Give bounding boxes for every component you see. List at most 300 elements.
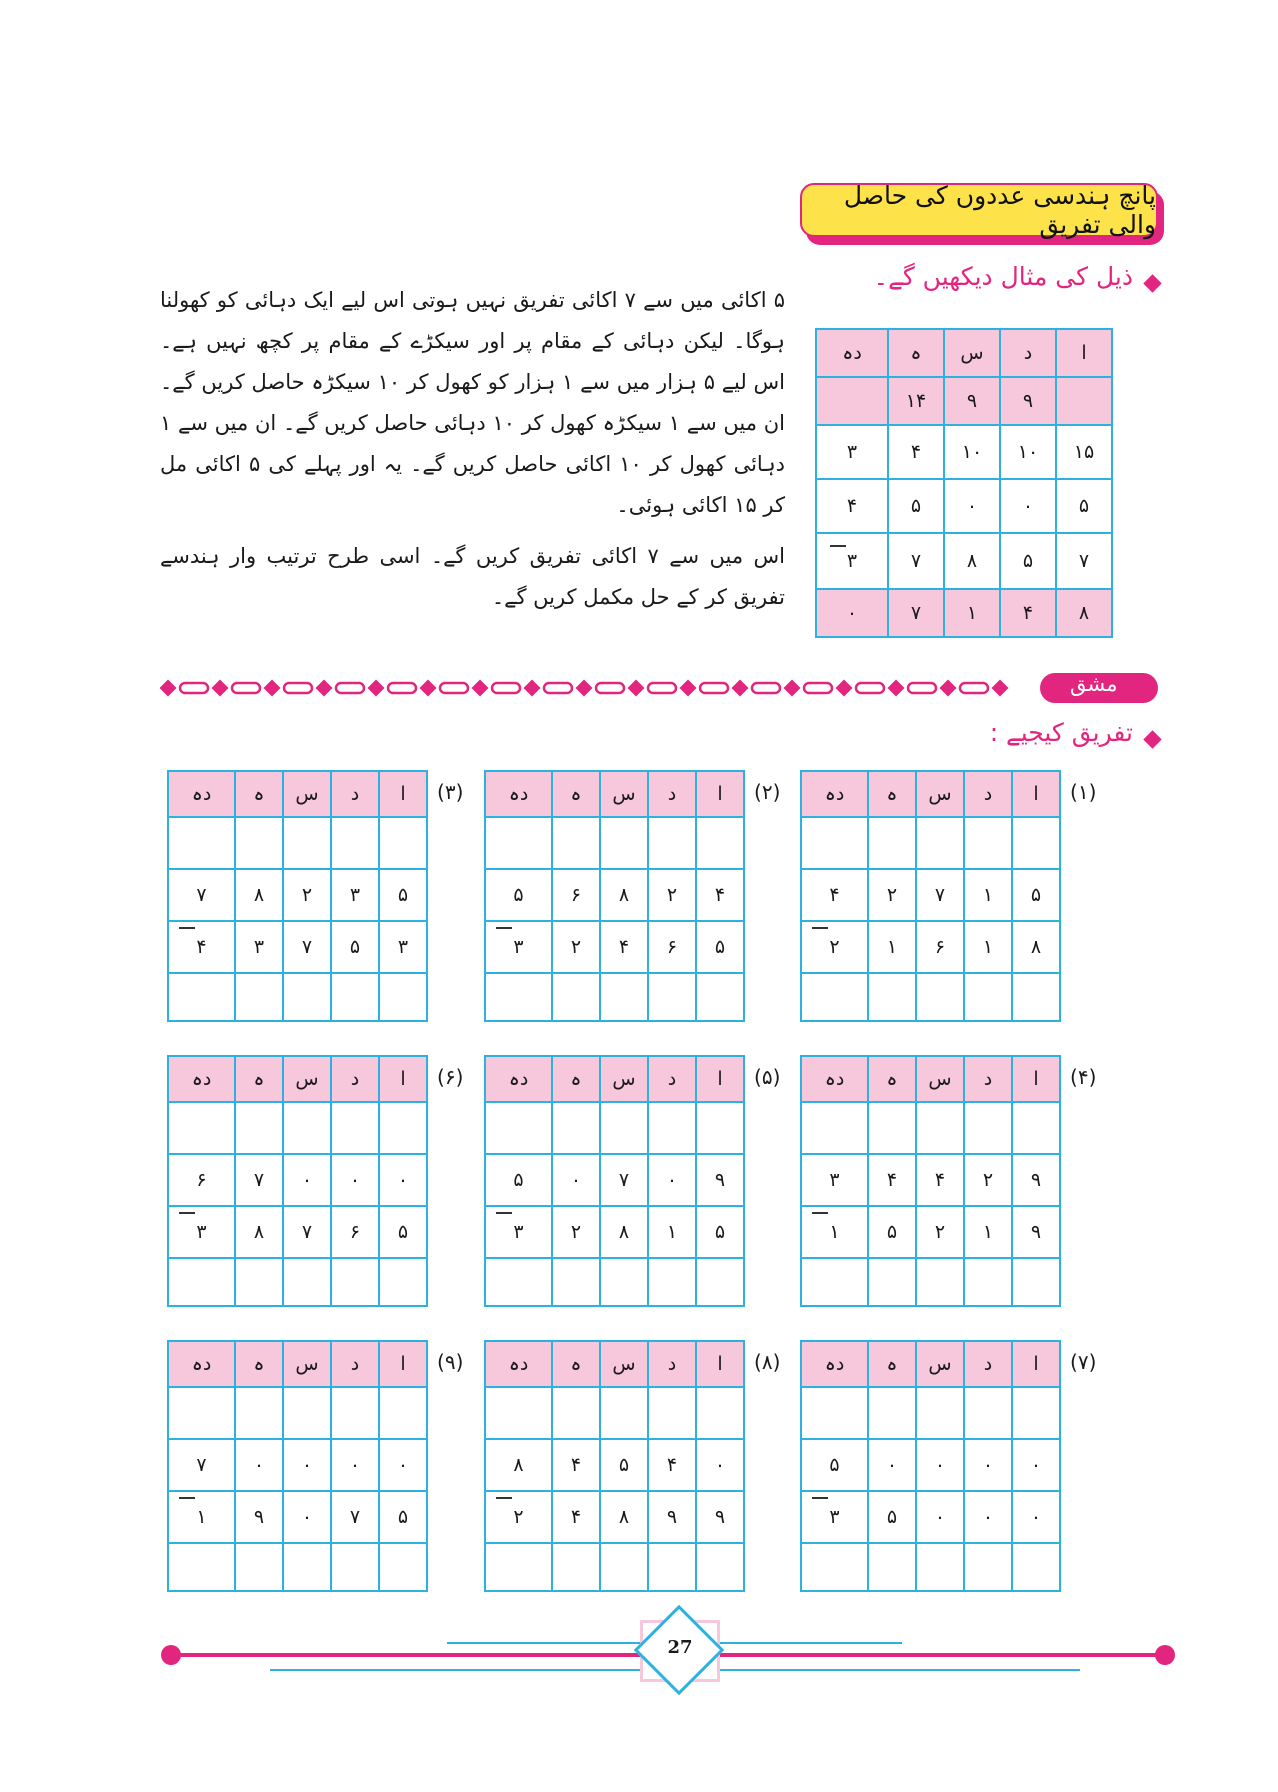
answer-cell[interactable] bbox=[379, 1102, 427, 1154]
answer-cell[interactable] bbox=[801, 1387, 868, 1439]
example-table-cell: ۴ bbox=[1000, 589, 1056, 637]
digit-cell: ۸ bbox=[235, 1206, 283, 1258]
answer-cell[interactable] bbox=[868, 817, 916, 869]
exercise-number: (۴) bbox=[1070, 1065, 1097, 1089]
exercise-header-row bbox=[801, 771, 1060, 817]
exercise-table bbox=[484, 1340, 745, 1592]
digit-cell: ہ bbox=[552, 1056, 600, 1102]
answer-cell[interactable] bbox=[331, 1387, 379, 1439]
answer-cell[interactable] bbox=[648, 1543, 696, 1591]
answer-cell[interactable] bbox=[696, 1387, 744, 1439]
digit-cell: ۲ bbox=[868, 869, 916, 921]
exercise-row bbox=[168, 1258, 427, 1306]
answer-cell[interactable] bbox=[485, 1387, 552, 1439]
digit-cell: ۷ bbox=[283, 1206, 331, 1258]
digit-cell: ۸ bbox=[485, 1439, 552, 1491]
answer-cell[interactable] bbox=[648, 1387, 696, 1439]
exercise-instruction: تفریق کیجیے : bbox=[989, 718, 1133, 747]
answer-cell[interactable] bbox=[235, 1102, 283, 1154]
digit-cell: ۵ bbox=[485, 1154, 552, 1206]
digit-cell: ۱ bbox=[964, 1206, 1012, 1258]
digit-cell: ۳ bbox=[801, 1154, 868, 1206]
exercise-row bbox=[801, 1387, 1060, 1439]
digit-cell: ۴ bbox=[801, 869, 868, 921]
chain-link bbox=[752, 683, 780, 693]
digit-cell: د bbox=[964, 1056, 1012, 1102]
digit-cell: دہ bbox=[801, 1056, 868, 1102]
digit-cell: د bbox=[331, 1341, 379, 1387]
digit-cell: ۳ bbox=[801, 1491, 868, 1543]
chain-link bbox=[232, 683, 260, 693]
exercise-header-row bbox=[485, 771, 744, 817]
exercise-number: (۸) bbox=[754, 1350, 781, 1374]
exercise-header-row bbox=[485, 1056, 744, 1102]
digit-cell: س bbox=[283, 1056, 331, 1102]
digit-cell: ا bbox=[1012, 771, 1060, 817]
digit-cell: ۲ bbox=[283, 869, 331, 921]
answer-cell[interactable] bbox=[331, 817, 379, 869]
answer-cell[interactable] bbox=[552, 1543, 600, 1591]
exercise-tag-label: مشق bbox=[1070, 672, 1118, 696]
exercise-table bbox=[484, 770, 745, 1022]
answer-cell[interactable] bbox=[964, 1258, 1012, 1306]
chain-diamond bbox=[784, 680, 801, 697]
answer-cell[interactable] bbox=[1012, 973, 1060, 1021]
example-table-cell: ۵ bbox=[1056, 479, 1112, 533]
answer-cell[interactable] bbox=[552, 973, 600, 1021]
answer-cell[interactable] bbox=[331, 1102, 379, 1154]
exercise-row bbox=[485, 1102, 744, 1154]
answer-cell[interactable] bbox=[552, 817, 600, 869]
answer-cell[interactable] bbox=[801, 1102, 868, 1154]
exercise-row bbox=[801, 1206, 1060, 1258]
page-title: پانچ ہندسی عددوں کی حاصل والی تفریق bbox=[800, 183, 1158, 237]
digit-cell: ۲ bbox=[552, 1206, 600, 1258]
answer-cell[interactable] bbox=[552, 1102, 600, 1154]
answer-cell[interactable] bbox=[801, 1543, 868, 1591]
answer-cell[interactable] bbox=[1012, 817, 1060, 869]
chain-link bbox=[960, 683, 988, 693]
digit-cell: د bbox=[648, 1341, 696, 1387]
digit-cell: ہ bbox=[868, 1056, 916, 1102]
digit-cell: ا bbox=[696, 771, 744, 817]
example-table-cell: ۷ bbox=[1056, 533, 1112, 589]
digit-cell: ۰ bbox=[283, 1154, 331, 1206]
exercise-row bbox=[801, 1154, 1060, 1206]
answer-cell[interactable] bbox=[964, 817, 1012, 869]
digit-cell: ۵ bbox=[696, 1206, 744, 1258]
answer-cell[interactable] bbox=[379, 1258, 427, 1306]
exercise-row bbox=[801, 1491, 1060, 1543]
example-table-cell: ۱ bbox=[944, 589, 1000, 637]
answer-cell[interactable] bbox=[868, 1543, 916, 1591]
exercise-row bbox=[168, 1543, 427, 1591]
answer-cell[interactable] bbox=[485, 1543, 552, 1591]
digit-cell: ۶ bbox=[552, 869, 600, 921]
answer-cell[interactable] bbox=[964, 1102, 1012, 1154]
answer-cell[interactable] bbox=[485, 1102, 552, 1154]
exercise-number: (۷) bbox=[1070, 1350, 1097, 1374]
answer-cell[interactable] bbox=[379, 1387, 427, 1439]
exercise-table bbox=[167, 1340, 428, 1592]
answer-cell[interactable] bbox=[696, 817, 744, 869]
digit-cell: ہ bbox=[868, 771, 916, 817]
chain-link bbox=[908, 683, 936, 693]
digit-cell: دہ bbox=[168, 771, 235, 817]
exercise-row bbox=[801, 1258, 1060, 1306]
digit-cell: ۹ bbox=[235, 1491, 283, 1543]
digit-cell: ۱ bbox=[868, 921, 916, 973]
answer-cell[interactable] bbox=[916, 1258, 964, 1306]
answer-cell[interactable] bbox=[379, 1543, 427, 1591]
digit-cell: ۵ bbox=[696, 921, 744, 973]
digit-cell: ۶ bbox=[331, 1206, 379, 1258]
answer-cell[interactable] bbox=[379, 817, 427, 869]
digit-cell: ۱ bbox=[168, 1491, 235, 1543]
exercise-row bbox=[168, 1387, 427, 1439]
exercise-row bbox=[485, 1543, 744, 1591]
answer-cell[interactable] bbox=[600, 817, 648, 869]
minus-sign bbox=[812, 1212, 828, 1214]
answer-cell[interactable] bbox=[168, 817, 235, 869]
digit-cell: ۳ bbox=[379, 921, 427, 973]
digit-cell: ہ bbox=[552, 771, 600, 817]
minus-sign bbox=[830, 545, 846, 547]
chain-diamond bbox=[628, 680, 645, 697]
footer-dot-right bbox=[1155, 1645, 1175, 1665]
answer-cell[interactable] bbox=[283, 1102, 331, 1154]
answer-cell[interactable] bbox=[552, 1387, 600, 1439]
digit-cell: ۱ bbox=[648, 1206, 696, 1258]
answer-cell[interactable] bbox=[552, 1258, 600, 1306]
digit-cell: ۵ bbox=[868, 1206, 916, 1258]
example-table-cell: ۵ bbox=[1000, 533, 1056, 589]
chain-diamond bbox=[836, 680, 853, 697]
digit-cell: ۰ bbox=[283, 1491, 331, 1543]
chain-diamond bbox=[160, 680, 176, 697]
chain-link bbox=[700, 683, 728, 693]
exercise-row bbox=[168, 1102, 427, 1154]
exercise-row bbox=[801, 817, 1060, 869]
exercise-row bbox=[485, 1387, 744, 1439]
exercise-row bbox=[168, 1439, 427, 1491]
answer-cell[interactable] bbox=[235, 1387, 283, 1439]
exercise-row bbox=[168, 921, 427, 973]
answer-cell[interactable] bbox=[283, 1387, 331, 1439]
chain-diamond bbox=[368, 680, 385, 697]
diamond-bullet-icon bbox=[1143, 730, 1161, 748]
example-table-cell: ۷ bbox=[888, 589, 944, 637]
answer-cell[interactable] bbox=[696, 1102, 744, 1154]
chain-diamond bbox=[732, 680, 749, 697]
digit-cell: ۳ bbox=[485, 1206, 552, 1258]
digit-cell: ۵ bbox=[379, 1491, 427, 1543]
answer-cell[interactable] bbox=[801, 1258, 868, 1306]
chain-diamond bbox=[940, 680, 957, 697]
digit-cell: ۰ bbox=[868, 1439, 916, 1491]
answer-cell[interactable] bbox=[168, 973, 235, 1021]
digit-cell: ۰ bbox=[964, 1491, 1012, 1543]
answer-cell[interactable] bbox=[600, 1543, 648, 1591]
answer-cell[interactable] bbox=[916, 817, 964, 869]
chain-link bbox=[336, 683, 364, 693]
exercise-number: (۱) bbox=[1070, 780, 1097, 804]
answer-cell[interactable] bbox=[916, 973, 964, 1021]
digit-cell: ۵ bbox=[485, 869, 552, 921]
digit-cell: ۰ bbox=[1012, 1491, 1060, 1543]
chain-diamond bbox=[680, 680, 697, 697]
exercise-row bbox=[801, 1102, 1060, 1154]
digit-cell: ۰ bbox=[552, 1154, 600, 1206]
digit-cell: ۵ bbox=[379, 1206, 427, 1258]
explanation-text bbox=[160, 280, 785, 618]
answer-cell[interactable] bbox=[964, 973, 1012, 1021]
digit-cell: ہ bbox=[235, 771, 283, 817]
answer-cell[interactable] bbox=[868, 1387, 916, 1439]
digit-cell: ۸ bbox=[235, 869, 283, 921]
chain-link bbox=[180, 683, 208, 693]
answer-cell[interactable] bbox=[916, 1543, 964, 1591]
digit-cell: ۹ bbox=[1012, 1154, 1060, 1206]
exercise-table bbox=[167, 770, 428, 1022]
digit-cell: ۷ bbox=[600, 1154, 648, 1206]
exercise-number: (۵) bbox=[754, 1065, 781, 1089]
minus-sign bbox=[496, 927, 512, 929]
answer-cell[interactable] bbox=[283, 973, 331, 1021]
exercise-row bbox=[485, 921, 744, 973]
example-table-cell: ۳ bbox=[816, 425, 888, 479]
example-table-cell: ۰ bbox=[816, 589, 888, 637]
minus-sign bbox=[812, 1497, 828, 1499]
exercise-table bbox=[167, 1055, 428, 1307]
chain-diamond bbox=[420, 680, 437, 697]
example-table-cell: ۱۵ bbox=[1056, 425, 1112, 479]
digit-cell: ۵ bbox=[379, 869, 427, 921]
digit-cell: ۹ bbox=[696, 1491, 744, 1543]
exercise-row bbox=[168, 817, 427, 869]
digit-cell: ۱ bbox=[964, 869, 1012, 921]
chain-link bbox=[492, 683, 520, 693]
digit-cell: دہ bbox=[168, 1341, 235, 1387]
answer-cell[interactable] bbox=[600, 1258, 648, 1306]
answer-cell[interactable] bbox=[1012, 1387, 1060, 1439]
answer-cell[interactable] bbox=[168, 1258, 235, 1306]
digit-cell: ۰ bbox=[379, 1154, 427, 1206]
example-table-row bbox=[816, 589, 1112, 637]
example-table-cell: ۹ bbox=[944, 377, 1000, 425]
example-table-cell: ۱۰ bbox=[944, 425, 1000, 479]
exercise-header-row bbox=[168, 771, 427, 817]
digit-cell: ا bbox=[1012, 1341, 1060, 1387]
chain-diamond bbox=[992, 680, 1009, 697]
example-table-cell: ۰ bbox=[944, 479, 1000, 533]
exercise-row bbox=[168, 869, 427, 921]
chain-link bbox=[804, 683, 832, 693]
answer-cell[interactable] bbox=[600, 1387, 648, 1439]
chain-diamond bbox=[472, 680, 489, 697]
minus-sign bbox=[496, 1497, 512, 1499]
digit-cell: ا bbox=[1012, 1056, 1060, 1102]
answer-cell[interactable] bbox=[485, 973, 552, 1021]
answer-cell[interactable] bbox=[283, 1258, 331, 1306]
digit-cell: ۹ bbox=[696, 1154, 744, 1206]
answer-cell[interactable] bbox=[331, 973, 379, 1021]
answer-cell[interactable] bbox=[235, 817, 283, 869]
answer-cell[interactable] bbox=[283, 817, 331, 869]
digit-cell: ۰ bbox=[1012, 1439, 1060, 1491]
chain-link bbox=[648, 683, 676, 693]
answer-cell[interactable] bbox=[696, 1258, 744, 1306]
digit-cell: ۳ bbox=[235, 921, 283, 973]
digit-cell: س bbox=[283, 1341, 331, 1387]
answer-cell[interactable] bbox=[1012, 1258, 1060, 1306]
answer-cell[interactable] bbox=[235, 1258, 283, 1306]
answer-cell[interactable] bbox=[964, 1387, 1012, 1439]
digit-cell: ۱ bbox=[964, 921, 1012, 973]
exercise-row bbox=[485, 1491, 744, 1543]
exercise-table bbox=[800, 1055, 1061, 1307]
exercise-number: (۹) bbox=[437, 1350, 464, 1374]
digit-cell: ۰ bbox=[283, 1439, 331, 1491]
digit-cell: دہ bbox=[168, 1056, 235, 1102]
answer-cell[interactable] bbox=[648, 817, 696, 869]
digit-cell: ۰ bbox=[235, 1439, 283, 1491]
digit-cell: ہ bbox=[235, 1341, 283, 1387]
answer-cell[interactable] bbox=[868, 973, 916, 1021]
example-table-cell: ۴ bbox=[888, 425, 944, 479]
digit-cell: ۷ bbox=[283, 921, 331, 973]
chain-link bbox=[284, 683, 312, 693]
digit-cell: ہ bbox=[235, 1056, 283, 1102]
exercise-number: (۶) bbox=[437, 1065, 464, 1089]
answer-cell[interactable] bbox=[916, 1102, 964, 1154]
exercise-row bbox=[801, 921, 1060, 973]
digit-cell: ا bbox=[696, 1056, 744, 1102]
example-table-cell bbox=[816, 377, 888, 425]
digit-cell: دہ bbox=[485, 771, 552, 817]
digit-cell: د bbox=[331, 771, 379, 817]
example-table-cell: ا bbox=[1056, 329, 1112, 377]
chain-diamond bbox=[264, 680, 281, 697]
answer-cell[interactable] bbox=[168, 1543, 235, 1591]
answer-cell[interactable] bbox=[916, 1387, 964, 1439]
example-table-row bbox=[816, 377, 1112, 425]
answer-cell[interactable] bbox=[600, 1102, 648, 1154]
answer-cell[interactable] bbox=[1012, 1543, 1060, 1591]
exercise-row bbox=[485, 1258, 744, 1306]
answer-cell[interactable] bbox=[648, 1258, 696, 1306]
digit-cell: دہ bbox=[485, 1341, 552, 1387]
chain-diamond bbox=[888, 680, 905, 697]
digit-cell: ۶ bbox=[648, 921, 696, 973]
exercise-row bbox=[168, 1206, 427, 1258]
digit-cell: ۷ bbox=[168, 869, 235, 921]
exercise-header-row bbox=[168, 1341, 427, 1387]
answer-cell[interactable] bbox=[168, 1387, 235, 1439]
digit-cell: ۷ bbox=[331, 1491, 379, 1543]
digit-cell: ۸ bbox=[600, 1491, 648, 1543]
answer-cell[interactable] bbox=[331, 1258, 379, 1306]
diamond-bullet-icon bbox=[1143, 274, 1161, 292]
example-table-cell: دہ bbox=[816, 329, 888, 377]
exercise-table bbox=[800, 770, 1061, 1022]
chain-link bbox=[440, 683, 468, 693]
answer-cell[interactable] bbox=[235, 1543, 283, 1591]
answer-cell[interactable] bbox=[485, 1258, 552, 1306]
digit-cell: س bbox=[916, 771, 964, 817]
example-table-cell: س bbox=[944, 329, 1000, 377]
digit-cell: ۳ bbox=[485, 921, 552, 973]
answer-cell[interactable] bbox=[485, 817, 552, 869]
answer-cell[interactable] bbox=[1012, 1102, 1060, 1154]
example-table-cell bbox=[1056, 377, 1112, 425]
digit-cell: ۴ bbox=[552, 1439, 600, 1491]
answer-cell[interactable] bbox=[696, 1543, 744, 1591]
answer-cell[interactable] bbox=[801, 817, 868, 869]
example-table-row bbox=[816, 479, 1112, 533]
answer-cell[interactable] bbox=[379, 973, 427, 1021]
digit-cell: ۲ bbox=[916, 1206, 964, 1258]
digit-cell: ۰ bbox=[916, 1491, 964, 1543]
digit-cell: ۵ bbox=[868, 1491, 916, 1543]
answer-cell[interactable] bbox=[648, 1102, 696, 1154]
answer-cell[interactable] bbox=[801, 973, 868, 1021]
digit-cell: ۰ bbox=[331, 1154, 379, 1206]
digit-cell: ۵ bbox=[801, 1439, 868, 1491]
answer-cell[interactable] bbox=[696, 973, 744, 1021]
answer-cell[interactable] bbox=[168, 1102, 235, 1154]
answer-cell[interactable] bbox=[235, 973, 283, 1021]
digit-cell: س bbox=[916, 1341, 964, 1387]
digit-cell: ۳ bbox=[168, 1206, 235, 1258]
exercise-table bbox=[484, 1055, 745, 1307]
exercise-header-row bbox=[801, 1056, 1060, 1102]
exercise-row bbox=[168, 973, 427, 1021]
chain-divider bbox=[160, 678, 1045, 698]
digit-cell: ۱ bbox=[801, 1206, 868, 1258]
exercise-header-row bbox=[801, 1341, 1060, 1387]
digit-cell: ۷ bbox=[916, 869, 964, 921]
digit-cell: ہ bbox=[552, 1341, 600, 1387]
digit-cell: ۸ bbox=[1012, 921, 1060, 973]
example-table-cell: ۹ bbox=[1000, 377, 1056, 425]
minus-sign bbox=[496, 1212, 512, 1214]
example-heading: ذیل کی مثال دیکھیں گے۔ bbox=[873, 262, 1133, 291]
minus-sign bbox=[179, 1497, 195, 1499]
digit-cell: دہ bbox=[801, 1341, 868, 1387]
chain-link bbox=[544, 683, 572, 693]
digit-cell: ۴ bbox=[916, 1154, 964, 1206]
answer-cell[interactable] bbox=[648, 973, 696, 1021]
digit-cell: د bbox=[964, 771, 1012, 817]
digit-cell: ۲ bbox=[801, 921, 868, 973]
digit-cell: س bbox=[283, 771, 331, 817]
digit-cell: ۵ bbox=[331, 921, 379, 973]
answer-cell[interactable] bbox=[600, 973, 648, 1021]
digit-cell: ۰ bbox=[964, 1439, 1012, 1491]
answer-cell[interactable] bbox=[964, 1543, 1012, 1591]
minus-sign bbox=[179, 1212, 195, 1214]
answer-cell[interactable] bbox=[283, 1543, 331, 1591]
answer-cell[interactable] bbox=[331, 1543, 379, 1591]
digit-cell: س bbox=[916, 1056, 964, 1102]
example-table-cell: ۱۰ bbox=[1000, 425, 1056, 479]
digit-cell: ۳ bbox=[331, 869, 379, 921]
answer-cell[interactable] bbox=[868, 1258, 916, 1306]
example-table-cell: ہ bbox=[888, 329, 944, 377]
answer-cell[interactable] bbox=[868, 1102, 916, 1154]
digit-cell: ا bbox=[379, 1056, 427, 1102]
